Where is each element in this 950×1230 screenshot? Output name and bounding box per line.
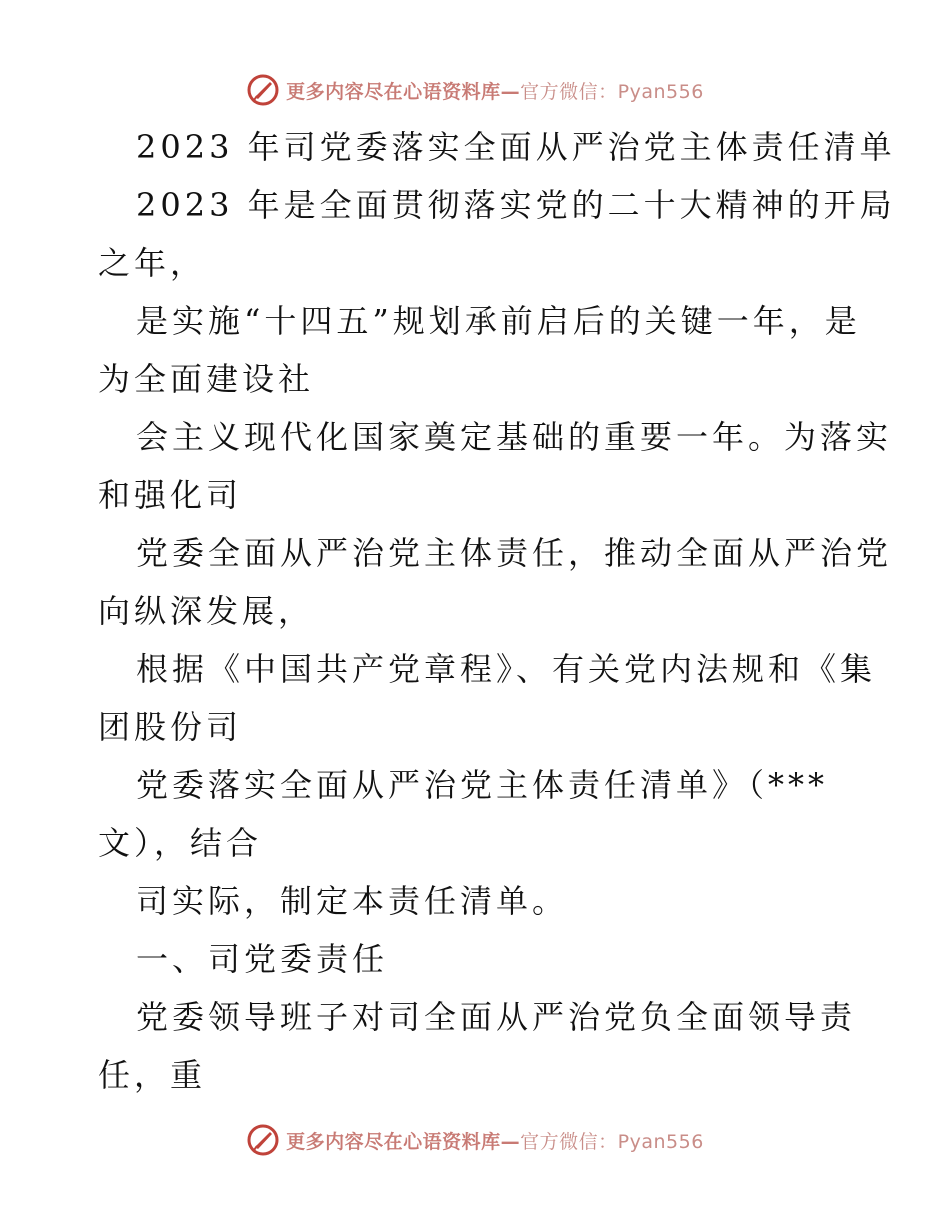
- document-body: [98, 118, 896, 1104]
- paragraph-line: 会主义现代化国家奠定基础的重要一年。为落实: [136, 418, 893, 456]
- paragraph-line: 文），结合: [98, 824, 263, 862]
- paragraph-line: 2023 年是全面贯彻落实党的二十大精神的开局: [136, 186, 896, 224]
- paragraph-line: 党委落实全面从严治党主体责任清单》（***: [136, 766, 829, 804]
- paragraph-line: 是实施“十四五”规划承前启后的关键一年，是: [136, 302, 861, 340]
- paragraph-line: 为全面建设社: [98, 360, 315, 398]
- document-title: 2023 年司党委落实全面从严治党主体责任清单: [136, 128, 896, 166]
- watermark-text: 更多内容尽在心语资料库—官方微信：Pyan556: [286, 80, 704, 103]
- paragraph-line: 向纵深发展，: [98, 592, 315, 630]
- section-heading: 一、司党委责任: [136, 940, 389, 978]
- quill-logo-icon: [246, 73, 280, 107]
- paragraph-line: 司实际，制定本责任清单。: [136, 882, 569, 920]
- quill-logo-icon: [246, 1123, 280, 1157]
- footer-watermark: [0, 1118, 950, 1162]
- paragraph-line: 党委领导班子对司全面从严治党负全面领导责: [136, 998, 857, 1036]
- watermark-text: 更多内容尽在心语资料库—官方微信：Pyan556: [286, 1130, 704, 1153]
- paragraph-line: 根据《中国共产党章程》、有关党内法规和《集: [136, 650, 877, 688]
- paragraph-line: 团股份司: [98, 708, 243, 746]
- paragraph-line: 党委全面从严治党主体责任，推动全面从严治党: [136, 534, 893, 572]
- paragraph-line: 之年，: [98, 244, 207, 282]
- paragraph-line: 任，重: [98, 1056, 207, 1094]
- header-watermark: [0, 68, 950, 112]
- paragraph-line: 和强化司: [98, 476, 243, 514]
